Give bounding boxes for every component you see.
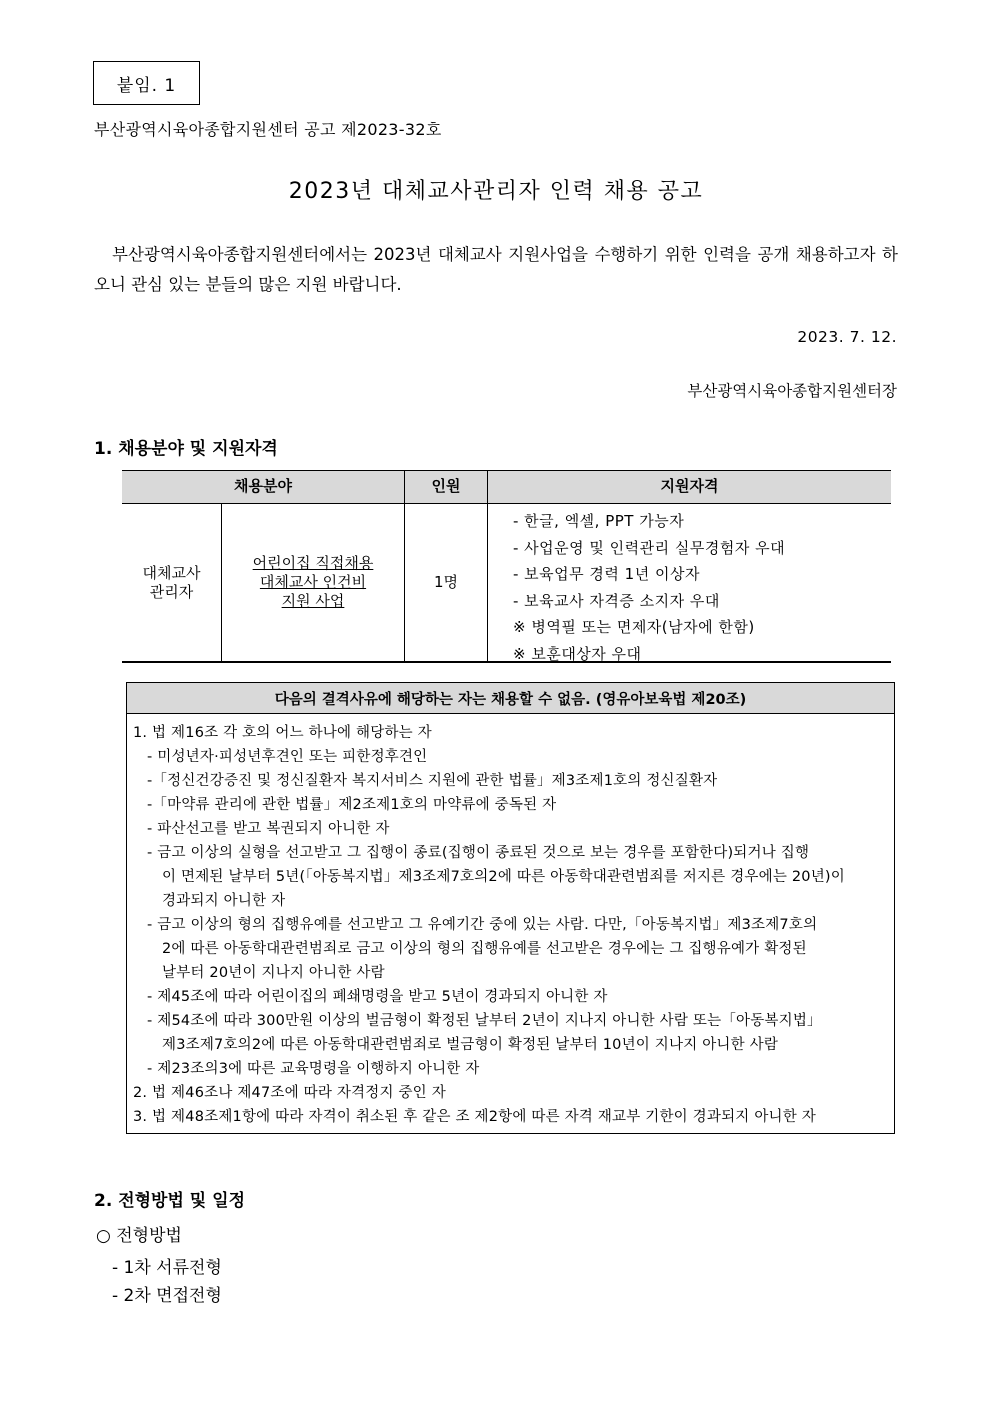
disqualification-line: - 미성년자·피성년후견인 또는 피한정후견인	[147, 749, 428, 765]
notice-date: 2023. 7. 12.	[797, 328, 897, 346]
page-title: 2023년 대체교사관리자 인력 채용 공고	[288, 179, 704, 204]
field-line: 관리자	[149, 582, 194, 601]
qualification-item: ※ 병역필 또는 면제자(남자에 한함)	[513, 618, 755, 636]
issuer-name: 부산광역시육아종합지원센터장	[687, 382, 897, 400]
disqualification-list	[133, 721, 889, 1129]
method-step: - 2차 면접전형	[112, 1286, 222, 1306]
method-step: - 1차 서류전형	[112, 1258, 222, 1278]
disqualification-line: - 제23조의3에 따른 교육명령을 이행하지 아니한 자	[147, 1061, 480, 1077]
qualification-item: - 한글, 엑셀, PPT 가능자	[513, 512, 685, 530]
program-line: 어린이집 직접채용	[252, 554, 374, 572]
disqualification-line: - 제54조에 따라 300만원 이상의 벌금형이 확정된 날부터 2년이 지나지 아니한 사람 또는「아동복지법」	[147, 1013, 822, 1029]
disqualification-line: 2. 법 제46조나 제47조에 따라 자격정지 중인 자	[133, 1085, 446, 1101]
program-line: 지원 사업	[281, 592, 345, 610]
qualification-item: - 사업운영 및 인력관리 실무경험자 우대	[513, 538, 786, 557]
qualification-item: - 보육업무 경력 1년 이상자	[513, 565, 700, 583]
disqualification-line: - 제45조에 따라 어린이집의 폐쇄명령을 받고 5년이 경과되지 아니한 자	[147, 989, 608, 1005]
qualifications-list	[513, 508, 785, 667]
disqualification-line: 제3조제7호의2에 따른 아동학대관련범죄로 벌금형이 확정된 날부터 10년이 지나지 아니한 사람	[162, 1037, 779, 1053]
program-line: 대체교사 인건비	[259, 573, 367, 591]
disqualification-line: 날부터 20년이 지나지 아니한 사람	[162, 965, 385, 981]
disqualification-line: - 금고 이상의 실형을 선고받고 그 집행이 종료(집행이 종료된 것으로 보는 경우를 포함한다)되거나 집행	[147, 845, 810, 861]
headcount-cell: 1명	[433, 573, 459, 591]
recruitment-table	[122, 470, 891, 663]
disqualification-line: 3. 법 제48조제1항에 따라 자격이 취소된 후 같은 조 제2항에 따른 자격 재교부 기한이 경과되지 아니한 자	[133, 1109, 816, 1125]
section1-heading: 1. 채용분야 및 지원자격	[94, 439, 278, 459]
qualification-item: - 보육교사 자격증 소지자 우대	[513, 591, 720, 610]
section2-heading: 2. 전형방법 및 일정	[94, 1191, 245, 1211]
disqualification-box	[126, 682, 895, 1134]
disqualification-line: - 금고 이상의 형의 집행유예를 선고받고 그 유예기간 중에 있는 사람. 다만,「아동복지법」제3조제7호의	[147, 917, 818, 933]
divider	[487, 470, 488, 662]
disqualification-line: 2에 따른 아동학대관련범죄로 금고 이상의 형의 집행유예를 선고받은 경우에는 그 집행유예가 확정된	[162, 941, 807, 957]
header-qualifications: 지원자격	[660, 477, 719, 495]
disqualification-line: 1. 법 제16조 각 호의 어느 하나에 해당하는 자	[133, 725, 432, 741]
method-label: ○ 전형방법	[96, 1226, 182, 1246]
disqualification-line: -「마약류 관리에 관한 법률」제2조제1호의 마약류에 중독된 자	[147, 797, 557, 813]
field-line: 대체교사	[142, 563, 201, 582]
field-cell	[122, 504, 221, 661]
attachment-label: 붙임. 1	[116, 75, 177, 96]
attachment-label-box	[93, 61, 200, 105]
qualification-item: ※ 보훈대상자 우대	[513, 644, 642, 663]
disqualification-header: 다음의 결격사유에 해당하는 자는 채용할 수 없음. (영유아보육법 제20조)	[127, 683, 894, 714]
header-field: 채용분야	[234, 477, 292, 495]
disqualification-line: - 파산선고를 받고 복권되지 아니한 자	[147, 821, 390, 837]
disqualification-line: 이 면제된 날부터 5년(「아동복지법」제3조제7호의2에 따른 아동학대관련범죄를 저지른 경우에는 20년)이	[162, 869, 845, 885]
header-headcount: 인원	[431, 477, 461, 495]
intro-paragraph: 부산광역시육아종합지원센터에서는 2023년 대체교사 지원사업을 수행하기 위한 인력을 공개 채용하고자 하오니 관심 있는 분들의 많은 지원 바랍니다.	[94, 245, 898, 294]
program-cell	[222, 504, 404, 661]
disqualification-line: -「정신건강증진 및 정신질환자 복지서비스 지원에 관한 법률」제3조제1호의 정신질환자	[147, 773, 718, 789]
notice-number: 부산광역시육아종합지원센터 공고 제2023-32호	[94, 120, 442, 139]
disqualification-line: 경과되지 아니한 자	[162, 893, 286, 909]
